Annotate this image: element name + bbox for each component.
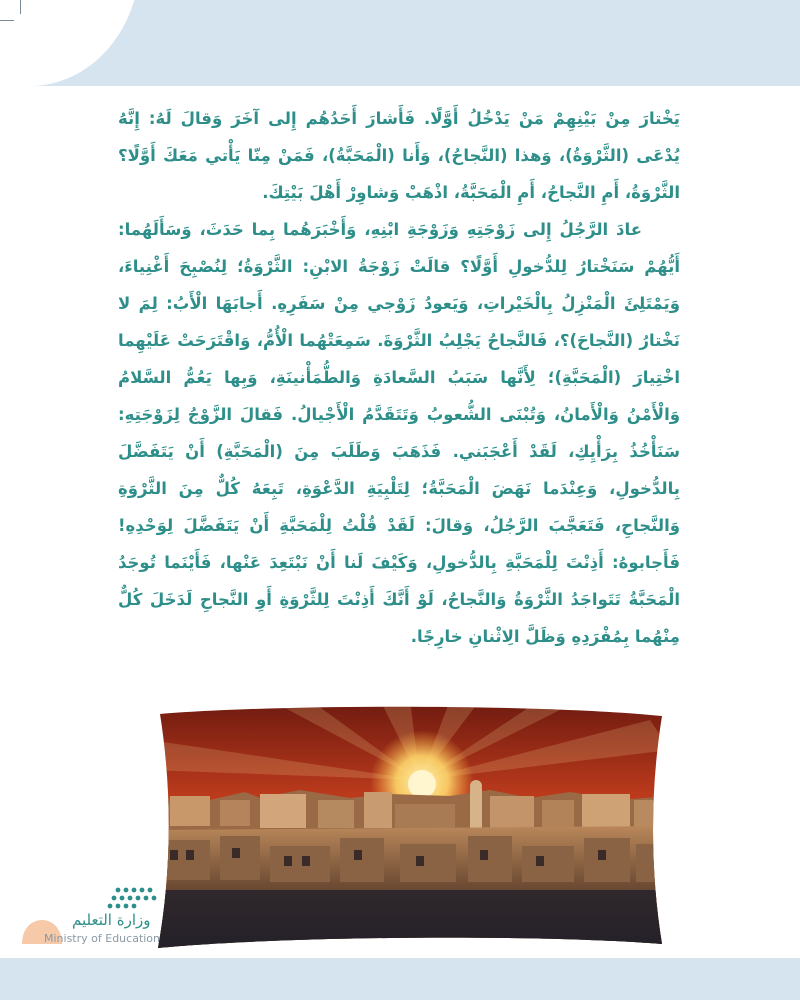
story-paragraph-1: يَخْتارَ مِنْ بَيْنِهِمْ مَنْ يَدْخُلُ أَوَّلًا. فَأَشارَ أَحَدُهُم إِلى آخَرَ وَقالَ لَهُ: إِنَّهُ يُدْعَى (الثَّرْوَةُ)، وَهذا (النَّجاحُ)، وَأَنا (الْمَحَبَّةُ)، فَمَنْ مِنّا يَأْتي مَعَكَ أَوَّلًا؟ الثَّرْوَةُ، أَمِ النَّجاحُ، أَمِ الْمَحَبَّةُ، اذْهَبْ وَشاوِرْ أَهْلَ بَيْتِكَ. [118,109,680,202]
crop-mark-vertical [20,0,21,14]
story-paragraph-2: عادَ الرَّجُلُ إِلى زَوْجَتِهِ وَزَوْجَةِ ابْنِهِ، وَأَخْبَرَهُما بِما حَدَثَ، وَسَأَلَهُما: أَيُّهُمْ سَنَخْتارُ لِلدُّخولِ أَوَّلًا؟ قالَتْ زَوْجَةُ الابْنِ: الثَّرْوَةُ؛ لِنُصْبِحَ أَغْنِياءَ، وَيَمْتَلِئَ الْمَنْزِلُ بِالْخَيْراتِ، وَيَعودُ زَوْجي مِنْ سَفَرِهِ. أَجابَهَا الْأَبُ: لِمَ لا نَخْتارُ (النَّجاحَ)؟، فَالنَّجاحُ يَجْلِبُ الثَّرْوَةَ. سَمِعَتْهُما الْأُمُّ، وَاقْتَرَحَتْ عَلَيْهِما اخْتِيارَ (الْمَحَبَّةِ)؛ لِأَنَّها سَبَبُ السَّعادَةِ وَالطُّمَأْنينَةِ، وَبِها يَعُمُّ السَّلامُ وَالْأَمْنُ وَالْأَمانُ، وَتُبْنَى الشُّعوبُ وَتَتَقَدَّمُ الْأَجْيالُ. فَقالَ الزَّوْجُ لِزَوْجَتِهِ: سَنَأْخُذُ بِرَأْيِكِ، لَقَدْ أَعْجَبَني. فَذَهَبَ وَطَلَبَ مِنَ (الْمَحَبَّةِ) أَنْ يَتَفَضَّلَ بِالدُّخولِ، وَعِنْدَما نَهَضَ الْمَحَبَّةُ؛ لِتَلْبِيَةِ الدَّعْوَةِ، تَبِعَهُ كُلٌّ مِنَ الثَّرْوَةِ وَالنَّجاحِ، فَتَعَجَّبَ الرَّجُلُ، وَقالَ: لَقَدْ قُلْتُ لِلْمَحَبَّةِ أَنْ يَتَفَضَّلَ لِوَحْدِهِ! فَأَجابوهُ: أَذِنْتَ لِلْمَحَبَّةِ بِالدُّخولِ، وَكَيْفَ لَنا أَنْ نَبْتَعِدَ عَنْها، فَأَيْنَما تُوجَدُ الْمَحَبَّةُ تَتَواجَدُ الثَّرْوَةُ وَالنَّجاحُ، لَوْ أَنَّكَ أَذِنْتَ لِلثَّرْوَةِ أَوِ النَّجاحِ لَدَخَلَ كُلٌّ مِنْهُما بِمُفْرَدِهِ وَظَلَّ الِاثْنانِ خارِجًا. [118,220,680,646]
story-text [118,100,680,655]
bottom-decorative-band [0,958,800,1000]
crop-mark-horizontal [0,20,14,21]
logo-dot-pattern [108,888,157,909]
logo-english-text: Ministry of Education [44,932,161,945]
logo-arabic-text: وزارة التعليم [72,911,151,929]
city-sunset-illustration [150,700,670,950]
